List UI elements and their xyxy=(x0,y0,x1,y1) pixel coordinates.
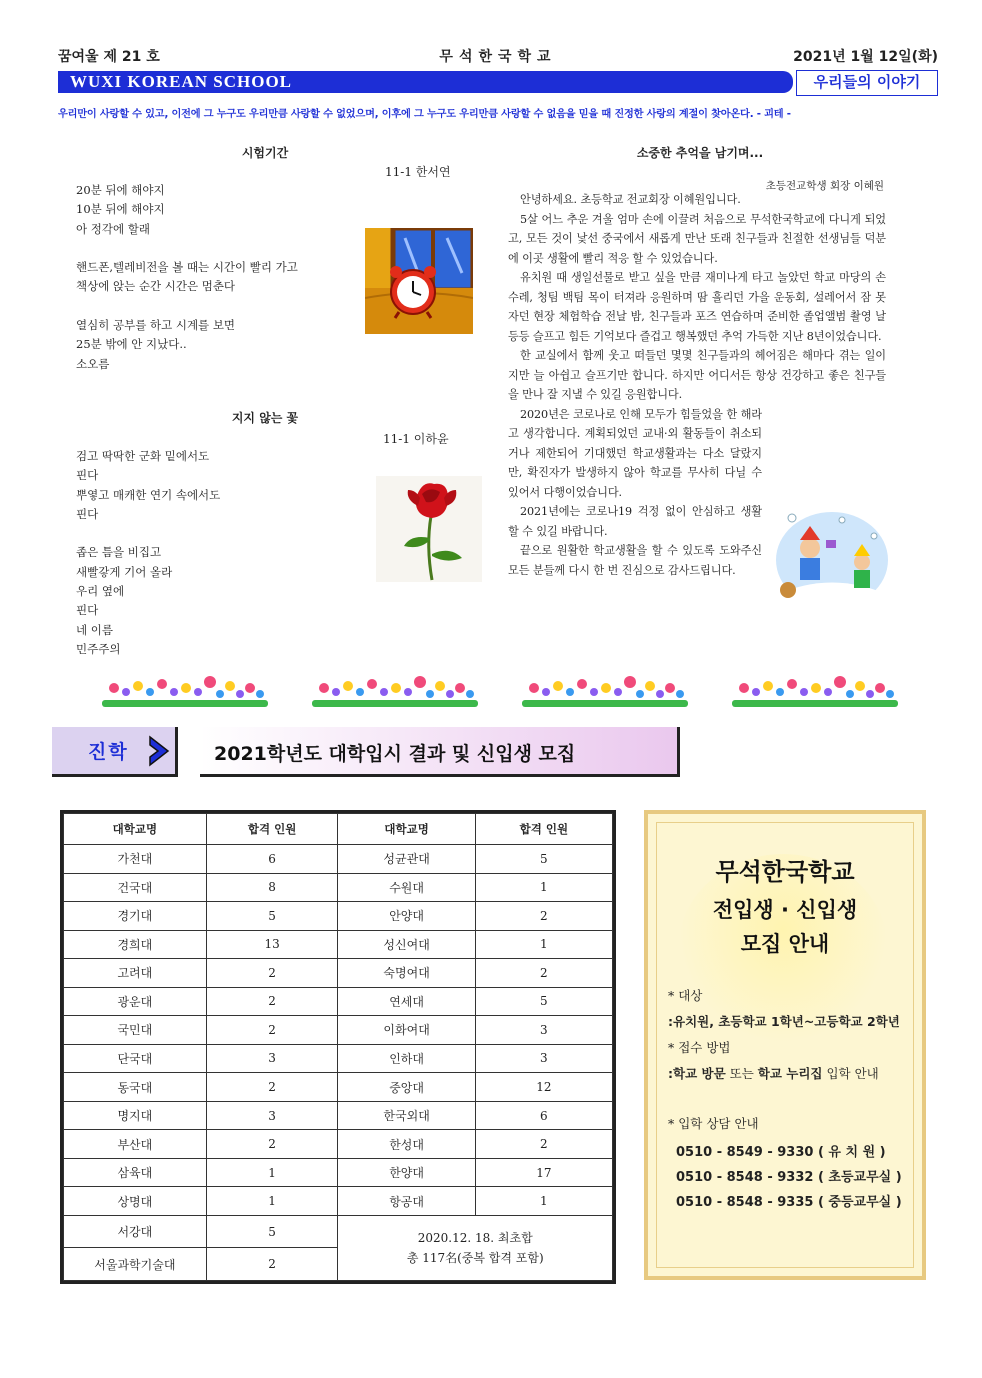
admit-count: 8 xyxy=(206,873,338,902)
poem-line: 10분 뒤에 해야지 xyxy=(76,202,165,217)
admit-count: 13 xyxy=(206,930,338,959)
university-name: 동국대 xyxy=(64,1073,207,1102)
university-name: 한국외대 xyxy=(338,1101,475,1130)
poem-line: 좁은 틈을 비집고 xyxy=(76,545,162,560)
flower-border-decoration xyxy=(520,670,690,712)
poem-line: 핀다 xyxy=(76,603,99,618)
essay-paragraph: 끝으로 원활한 학교생활을 할 수 있도록 도와주신 모든 분들께 다시 한 번 진심으로 감사드립니다. xyxy=(508,544,762,577)
university-name: 한성대 xyxy=(338,1130,475,1159)
table-row xyxy=(64,1187,613,1216)
table-row xyxy=(64,959,613,988)
university-name: 국민대 xyxy=(64,1016,207,1045)
column-header: 대학교명 xyxy=(338,814,475,845)
table-row xyxy=(64,1101,613,1130)
university-name: 경기대 xyxy=(64,902,207,931)
admit-count: 6 xyxy=(475,1101,612,1130)
admit-count: 3 xyxy=(206,1101,338,1130)
university-name: 경희대 xyxy=(64,930,207,959)
notice-target-value: :유치원, 초등학교 1학년~고등학교 2학년 xyxy=(668,1014,900,1029)
section-title: 2021학년도 대학입시 결과 및 신입생 모집 xyxy=(214,743,576,765)
poem-line: 20분 뒤에 해야지 xyxy=(76,183,165,197)
university-name: 삼육대 xyxy=(64,1158,207,1187)
admit-count: 2 xyxy=(206,959,338,988)
poem-line: 소오름 xyxy=(76,356,110,371)
table-row xyxy=(64,930,613,959)
essay-title: 소중한 추억을 남기며... xyxy=(636,146,764,160)
admission-notice xyxy=(644,810,926,1280)
admit-count: 2 xyxy=(206,1073,338,1102)
table-row xyxy=(64,1215,613,1248)
essay-paragraph: 한 교실에서 함께 웃고 떠들던 몇몇 친구들과의 헤어짐은 해마다 겪는 일이지만 늘 아쉽고 슬프기만 합니다. 하지만 어디서든 항상 건강하고 좋은 친구들을 만나 잘 지낼 수 있길 응원합니다. xyxy=(508,349,886,401)
university-name: 숙명여대 xyxy=(338,959,475,988)
essay-paragraph: 안녕하세요. 초등학교 전교회장 이혜원입니다. xyxy=(520,193,741,206)
motto-quote: 우리만이 사랑할 수 있고, 이전에 그 누구도 우리만큼 사랑할 수 없었으며, 이후에 그 누구도 우리만큼 사랑할 수 없음을 믿을 때 진정한 사랑의 계절이 찾아온다. - 괴테 - xyxy=(58,109,791,120)
admit-count: 2 xyxy=(206,1130,338,1159)
university-name: 서울과학기술대 xyxy=(64,1248,207,1281)
poem1-body xyxy=(76,181,356,374)
admit-count: 1 xyxy=(475,1187,612,1216)
poem2-author: 11-1 이하윤 xyxy=(383,432,449,446)
notice-apply-label: * 접수 방법 xyxy=(668,1040,731,1055)
masthead xyxy=(58,46,938,66)
poem-line: 뿌옇고 매캐한 연기 속에서도 xyxy=(76,487,221,502)
section-title-box xyxy=(200,727,680,777)
university-name: 단국대 xyxy=(64,1044,207,1073)
table-row xyxy=(64,987,613,1016)
poem-line: 우리 옆에 xyxy=(76,584,125,599)
university-name: 광운대 xyxy=(64,987,207,1016)
university-name: 항공대 xyxy=(338,1187,475,1216)
admit-count: 2 xyxy=(206,1248,338,1281)
issue-number: 꿈여울 제 21 호 xyxy=(58,49,160,65)
admit-count: 1 xyxy=(475,930,612,959)
university-name: 상명대 xyxy=(64,1187,207,1216)
university-name: 한양대 xyxy=(338,1158,475,1187)
admit-count: 2 xyxy=(475,902,612,931)
poem-line: 새빨갛게 기어 올라 xyxy=(76,564,173,579)
notice-title-guide: 모집 안내 xyxy=(740,932,830,956)
admit-count: 5 xyxy=(475,845,612,874)
university-name: 안양대 xyxy=(338,902,475,931)
poem-line: 핀다 xyxy=(76,468,99,483)
admit-count: 3 xyxy=(475,1044,612,1073)
admit-count: 1 xyxy=(206,1187,338,1216)
table-header-row xyxy=(64,814,613,845)
section-tag xyxy=(52,727,178,777)
rose-illustration xyxy=(376,476,482,582)
essay-byline: 초등전교학생 회장 이혜원 xyxy=(765,180,884,192)
poem-line: 책상에 앉는 순간 시간은 멈춘다 xyxy=(76,279,236,294)
admission-results-table xyxy=(60,810,616,1284)
column-header: 대학교명 xyxy=(64,814,207,845)
poem-line: 25분 밖에 안 지났다.. xyxy=(76,337,187,352)
university-name: 가천대 xyxy=(64,845,207,874)
chevron-right-icon xyxy=(148,735,172,767)
flower-border-decoration xyxy=(730,670,900,712)
essay-paragraph: 2021년에는 코로나19 걱정 없이 안심하고 생활 할 수 있길 바랍니다. xyxy=(508,505,762,538)
notice-target-label: * 대상 xyxy=(668,988,703,1003)
table-row xyxy=(64,845,613,874)
section-tag-label: 진학 xyxy=(88,741,129,763)
results-note-total: 총 117名(중복 합격 포함) xyxy=(406,1250,544,1265)
admit-count: 6 xyxy=(206,845,338,874)
admit-count: 2 xyxy=(206,1016,338,1045)
poem1-author: 11-1 한서연 xyxy=(385,165,451,179)
poem-line: 민주주의 xyxy=(76,641,121,656)
results-summary-note xyxy=(338,1215,613,1280)
university-name: 중앙대 xyxy=(338,1073,475,1102)
essay-paragraph: 2020년은 코로나로 인해 모두가 힘들었을 한 해라고 생각합니다. 계획되었던 교내·외 활동들이 취소되거나 제한되어 기대했던 학교생활과는 다소 달랐지만, 확진자가 발생하지 않아 학교를 무사히 다닐 수 있어서 다행이었습니다. xyxy=(508,407,762,499)
university-name: 명지대 xyxy=(64,1101,207,1130)
admit-count: 2 xyxy=(475,1130,612,1159)
column-header: 합격 인원 xyxy=(475,814,612,845)
flower-border-decoration xyxy=(310,670,480,712)
admit-count: 17 xyxy=(475,1158,612,1187)
section-label: 우리들의 이야기 xyxy=(796,70,938,96)
university-name: 수원대 xyxy=(338,873,475,902)
winter-kids-illustration xyxy=(762,500,888,608)
notice-consult-label: * 입학 상담 안내 xyxy=(668,1116,759,1131)
phone-secondary: 0510 - 8548 - 9335 ( 중등교무실 ) xyxy=(676,1195,902,1210)
table-row xyxy=(64,1158,613,1187)
poem-line: 아 정각에 할래 xyxy=(76,221,150,236)
admit-count: 2 xyxy=(206,987,338,1016)
table-row xyxy=(64,1073,613,1102)
university-name: 연세대 xyxy=(338,987,475,1016)
essay-paragraph: 5살 어느 추운 겨울 엄마 손에 이끌려 처음으로 무석한국학교에 다니게 되었고, 모든 것이 낯선 중국에서 새롭게 만난 또래 친구들과 친절한 선생님들 덕분에 이곳 생활에 빨리 적응 할 수 있었습니다. xyxy=(508,212,886,265)
admit-count: 5 xyxy=(475,987,612,1016)
poem2-title: 지지 않는 꽃 xyxy=(231,411,299,425)
admit-count: 1 xyxy=(206,1158,338,1187)
university-name: 건국대 xyxy=(64,873,207,902)
issue-date: 2021년 1월 12일(화) xyxy=(793,49,938,65)
school-name: 무석한국학교 xyxy=(439,49,557,65)
admit-count: 2 xyxy=(475,959,612,988)
admit-count: 5 xyxy=(206,902,338,931)
admit-count: 12 xyxy=(475,1073,612,1102)
notice-title-school: 무석한국학교 xyxy=(715,858,855,886)
table-row xyxy=(64,873,613,902)
phone-kindergarten: 0510 - 8549 - 9330 ( 유 치 원 ) xyxy=(676,1145,886,1160)
table-row xyxy=(64,902,613,931)
poem-line: 검고 딱딱한 군화 밑에서도 xyxy=(76,449,210,463)
alarm-clock-illustration xyxy=(365,228,473,334)
poem2-body xyxy=(76,447,356,659)
essay-paragraph: 유치원 때 생일선물로 받고 싶을 만큼 재미나게 타고 놀았던 학교 마당의 손수레, 청팀 백팀 목이 터져라 응원하며 땀 흘리던 가을 운동회, 설레어서 잠 못 자던 현장 체험학습 전날 밤, 친구들과 포즈 연습하며 준비한 졸업앨범 촬영 날 등등 슬프고 힘든 기억보다 즐겁고 행복했던 추억 가득한 지난 8년이었습니다. xyxy=(508,271,886,343)
admit-count: 3 xyxy=(206,1044,338,1073)
column-header: 합격 인원 xyxy=(206,814,338,845)
university-name: 성균관대 xyxy=(338,845,475,874)
poem1-title: 시험기간 xyxy=(241,146,289,160)
table-row xyxy=(64,1044,613,1073)
school-name-english: WUXI KOREAN SCHOOL xyxy=(58,71,793,93)
phone-elementary: 0510 - 8548 - 9332 ( 초등교무실 ) xyxy=(676,1170,902,1185)
poem-line: 핸드폰,텔레비전을 볼 때는 시간이 빨리 가고 xyxy=(76,260,298,275)
admit-count: 5 xyxy=(206,1215,338,1248)
admit-count: 3 xyxy=(475,1016,612,1045)
table-row xyxy=(64,1016,613,1045)
poem-line: 열심히 공부를 하고 시계를 보면 xyxy=(76,318,236,333)
notice-apply-value: :학교 방문 또는 학교 누리집 입학 안내 xyxy=(668,1066,879,1081)
admit-count: 1 xyxy=(475,873,612,902)
university-name: 이화여대 xyxy=(338,1016,475,1045)
university-name: 고려대 xyxy=(64,959,207,988)
university-name: 인하대 xyxy=(338,1044,475,1073)
results-note-date: 2020.12. 18. 최초합 xyxy=(417,1230,533,1245)
notice-title-students: 전입생 · 신입생 xyxy=(712,898,858,922)
poem-line: 네 이름 xyxy=(76,622,113,637)
poem-line: 핀다 xyxy=(76,506,99,521)
university-name: 성신여대 xyxy=(338,930,475,959)
university-name: 부산대 xyxy=(64,1130,207,1159)
table-row xyxy=(64,1130,613,1159)
university-name: 서강대 xyxy=(64,1215,207,1248)
flower-border-decoration xyxy=(100,670,270,712)
